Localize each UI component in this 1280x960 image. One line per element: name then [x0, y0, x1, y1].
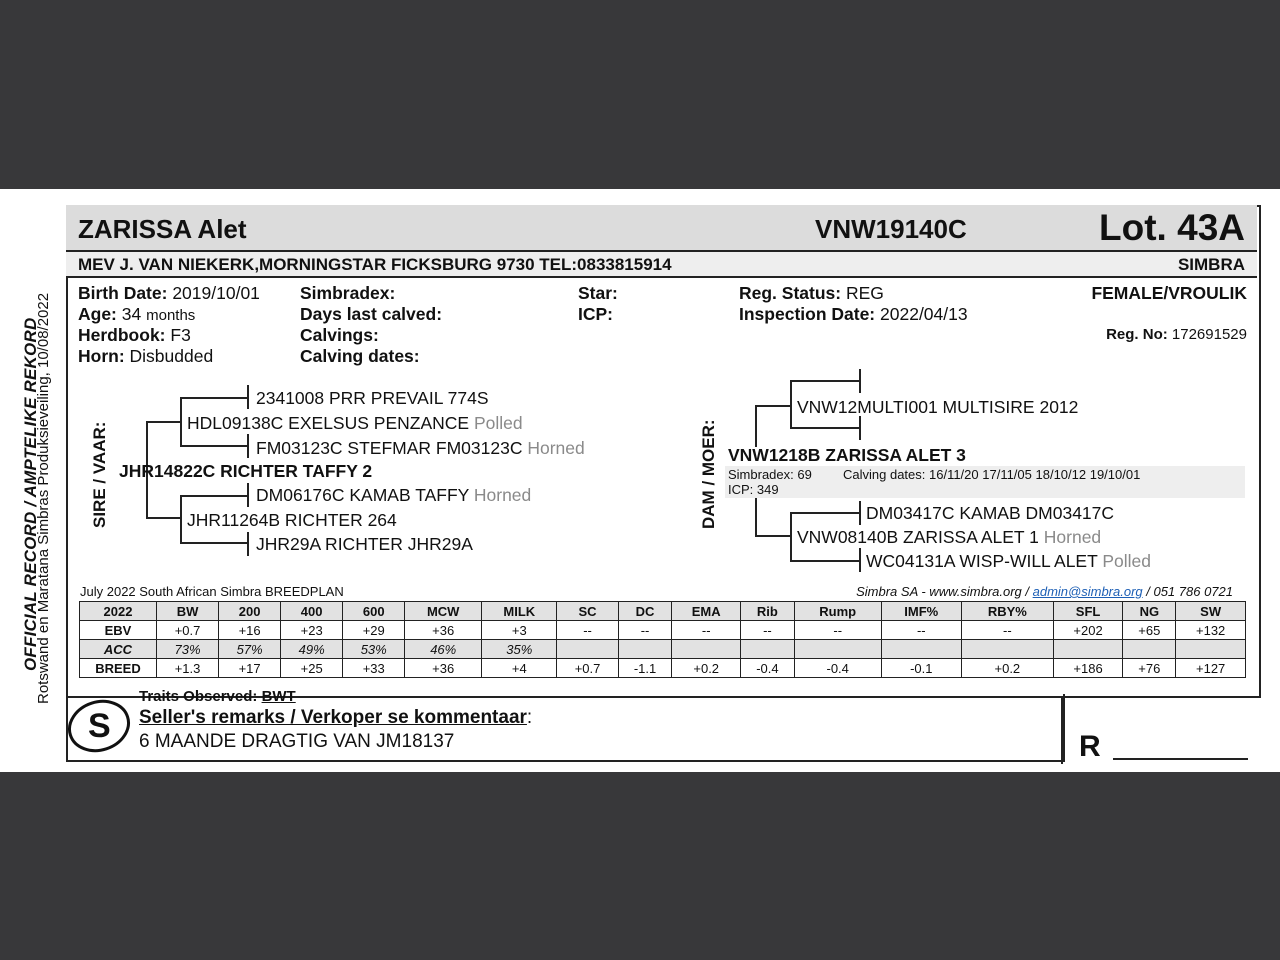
ebv-header-cell: 2022	[80, 602, 157, 621]
ebv-cell	[961, 640, 1053, 659]
ebv-header-cell: SFL	[1053, 602, 1123, 621]
ebv-cell: --	[881, 621, 961, 640]
tree-line	[755, 535, 791, 537]
ebv-cell: --	[794, 621, 881, 640]
ebv-header-cell: SW	[1176, 602, 1246, 621]
icp-label: ICP:	[578, 304, 613, 324]
tree-line	[247, 434, 249, 458]
ebv-cell	[1123, 640, 1176, 659]
ebv-row-label: EBV	[80, 621, 157, 640]
tree-line	[146, 421, 180, 423]
ebv-cell	[881, 640, 961, 659]
tree-line	[859, 501, 861, 525]
ebv-row-ebv	[80, 621, 1246, 640]
tree-line	[247, 385, 249, 409]
ebv-header-cell: Rib	[741, 602, 795, 621]
animal-name: ZARISSA Alet	[78, 214, 247, 244]
tree-line	[790, 380, 860, 382]
tree-line	[859, 369, 861, 393]
ebv-cell: 53%	[343, 640, 405, 659]
email-link[interactable]: admin@simbra.org	[1032, 584, 1143, 599]
tree-line	[180, 397, 248, 399]
ebv-cell: +17	[219, 659, 281, 678]
ebv-cell	[1053, 640, 1123, 659]
ebv-cell: +127	[1176, 659, 1246, 678]
animal-id: VNW19140C	[815, 214, 967, 244]
ebv-cell: +0.2	[672, 659, 741, 678]
ebv-cell: +65	[1123, 621, 1176, 640]
paternal-grandsire-parent: HDL09138C EXELSUS PENZANCE Polled	[187, 413, 523, 433]
star-label: Star:	[578, 283, 618, 303]
traits-observed: Traits Observed: BWT	[139, 688, 296, 705]
simbra-logo-icon	[67, 695, 131, 755]
dam-dam: VNW08140B ZARISSA ALET 1 Horned	[797, 527, 1102, 547]
ebv-cell: --	[961, 621, 1053, 640]
ebv-cell: 49%	[281, 640, 343, 659]
horn: Horn: Disbudded	[78, 346, 214, 366]
ebv-header-cell: 200	[219, 602, 281, 621]
tree-line	[859, 548, 861, 572]
calving-dates-label: Calving dates:	[300, 346, 420, 366]
ebv-cell: +29	[343, 621, 405, 640]
birth-date: Birth Date: 2019/10/01	[78, 283, 260, 303]
ebv-cell: +36	[405, 659, 482, 678]
maternal-grandsire-sire: DM06176C KAMAB TAFFY Horned	[256, 485, 532, 505]
ebv-cell: --	[672, 621, 741, 640]
ebv-cell: +0.7	[157, 621, 219, 640]
tree-line	[790, 560, 860, 562]
ebv-cell	[618, 640, 672, 659]
tree-line	[790, 512, 792, 561]
tree-line	[180, 445, 248, 447]
dam-calving-dates: Calving dates: 16/11/20 17/11/05 18/10/12 19/10/01	[843, 467, 1141, 482]
dam-name: VNW1218B ZARISSA ALET 3	[728, 445, 966, 465]
price-box	[1061, 696, 1259, 764]
ebv-cell: --	[741, 621, 795, 640]
ebv-header-cell: DC	[618, 602, 672, 621]
inspection-date: Inspection Date: 2022/04/13	[739, 304, 968, 324]
ebv-cell: -0.1	[881, 659, 961, 678]
ebv-table	[79, 601, 1246, 678]
ebv-header-cell: IMF%	[881, 602, 961, 621]
ebv-cell: -0.4	[794, 659, 881, 678]
tree-line	[180, 542, 248, 544]
tree-line	[859, 416, 861, 440]
ebv-header-cell: NG	[1123, 602, 1176, 621]
ebv-cell	[672, 640, 741, 659]
ebv-header-cell: MILK	[482, 602, 557, 621]
ebv-cell: +1.3	[157, 659, 219, 678]
tree-line	[790, 380, 792, 429]
contact-caption: Simbra SA - www.simbra.org / admin@simbra.org / 051 786 0721	[856, 584, 1233, 599]
ebv-cell: +3	[482, 621, 557, 640]
ebv-cell: 35%	[482, 640, 557, 659]
official-record-label: OFFICIAL RECORD / AMPTELIKE REKORD	[21, 317, 40, 671]
ebv-cell: +132	[1176, 621, 1246, 640]
tree-line	[180, 397, 182, 446]
ebv-cell: +16	[219, 621, 281, 640]
ebv-header-cell: Rump	[794, 602, 881, 621]
ebv-cell: +0.2	[961, 659, 1053, 678]
ebv-cell	[557, 640, 618, 659]
ebv-header-cell: 600	[343, 602, 405, 621]
dam-side-label: DAM / MOER:	[699, 419, 718, 529]
lot-card	[66, 205, 1259, 762]
tree-line	[146, 517, 180, 519]
ebv-cell: --	[618, 621, 672, 640]
ebv-header-cell: BW	[157, 602, 219, 621]
lot-number: Lot. 43A	[1099, 207, 1245, 248]
ebv-cell	[741, 640, 795, 659]
dam-icp: ICP: 349	[728, 482, 779, 497]
paternal-granddam: FM03123C STEFMAR FM03123C Horned	[256, 438, 585, 458]
dam-details-panel	[725, 466, 1245, 498]
age: Age: 34 months	[78, 304, 196, 324]
tree-line	[247, 532, 249, 556]
tree-line	[755, 405, 757, 447]
ebv-header-cell: 400	[281, 602, 343, 621]
ebv-header-row	[80, 602, 1246, 621]
tree-line	[755, 497, 757, 537]
ebv-row-acc	[80, 640, 1246, 659]
tree-line	[180, 495, 182, 543]
tree-line	[755, 405, 791, 407]
ebv-cell: 46%	[405, 640, 482, 659]
ebv-cell: 73%	[157, 640, 219, 659]
ebv-row-label: ACC	[80, 640, 157, 659]
ebv-cell: +4	[482, 659, 557, 678]
ebv-cell: -1.1	[618, 659, 672, 678]
ebv-cell: +186	[1053, 659, 1123, 678]
simbradex-label: Simbradex:	[300, 283, 396, 303]
sire-dam-dam: JHR29A RICHTER JHR29A	[256, 534, 473, 554]
card-header	[66, 205, 1257, 252]
ebv-cell: +33	[343, 659, 405, 678]
dam-maternal-granddam: WC04131A WISP-WILL ALET Polled	[866, 551, 1152, 571]
ebv-cell	[794, 640, 881, 659]
ebv-cell: +0.7	[557, 659, 618, 678]
logo-letter: S	[88, 707, 111, 745]
reg-status: Reg. Status: REG	[739, 283, 884, 303]
reg-number: Reg. No: 172691529	[1106, 326, 1247, 343]
ebv-cell: +202	[1053, 621, 1123, 640]
sellers-remarks-heading: Seller's remarks / Verkoper se kommentaar:	[139, 707, 533, 728]
ebv-cell: +25	[281, 659, 343, 678]
price-currency: R	[1079, 730, 1101, 763]
ebv-header-cell: RBY%	[961, 602, 1053, 621]
breed-name: SIMBRA	[1177, 255, 1245, 274]
ebv-header-cell: MCW	[405, 602, 482, 621]
ebv-cell: 57%	[219, 640, 281, 659]
ebv-cell: +23	[281, 621, 343, 640]
dam-sire: VNW12MULTI001 MULTISIRE 2012	[797, 397, 1079, 417]
sire-name: JHR14822C RICHTER TAFFY 2	[119, 461, 373, 481]
tree-line	[790, 512, 860, 514]
calvings-label: Calvings:	[300, 325, 379, 345]
ebv-row-breed	[80, 659, 1246, 678]
breedplan-caption: July 2022 South African Simbra BREEDPLAN	[80, 584, 344, 599]
paternal-grandsire: 2341008 PRR PREVAIL 774S	[256, 388, 489, 408]
sellers-remarks-text: 6 MAANDE DRAGTIG VAN JM18137	[139, 731, 455, 752]
dam-maternal-grandsire: DM03417C KAMAB DM03417C	[866, 503, 1115, 523]
ebv-cell: --	[557, 621, 618, 640]
tree-line	[247, 483, 249, 507]
herdbook: Herdbook: F3	[78, 325, 191, 345]
sire-side-label: SIRE / VAAR:	[90, 421, 109, 528]
tree-line	[790, 427, 860, 429]
ebv-row-label: BREED	[80, 659, 157, 678]
owner-details: MEV J. VAN NIEKERK,MORNINGSTAR FICKSBURG 9730 TEL:0833815914	[78, 255, 672, 274]
tree-line	[180, 495, 248, 497]
auction-caption: Rotswand en Maratana Simbras Produksieveiling, 10/08/2022	[35, 292, 52, 704]
ebv-cell: +36	[405, 621, 482, 640]
ebv-header-cell: SC	[557, 602, 618, 621]
ebv-cell	[1176, 640, 1246, 659]
days-last-calved-label: Days last calved:	[300, 304, 443, 324]
sire-dam: JHR11264B RICHTER 264	[187, 510, 397, 530]
owner-bar	[66, 252, 1257, 278]
price-line	[1113, 758, 1248, 760]
ebv-cell: -0.4	[741, 659, 795, 678]
ebv-cell: +76	[1123, 659, 1176, 678]
dam-simbradex: Simbradex: 69	[728, 467, 812, 482]
sex-badge: FEMALE/VROULIK	[1091, 283, 1247, 303]
ebv-header-cell: EMA	[672, 602, 741, 621]
